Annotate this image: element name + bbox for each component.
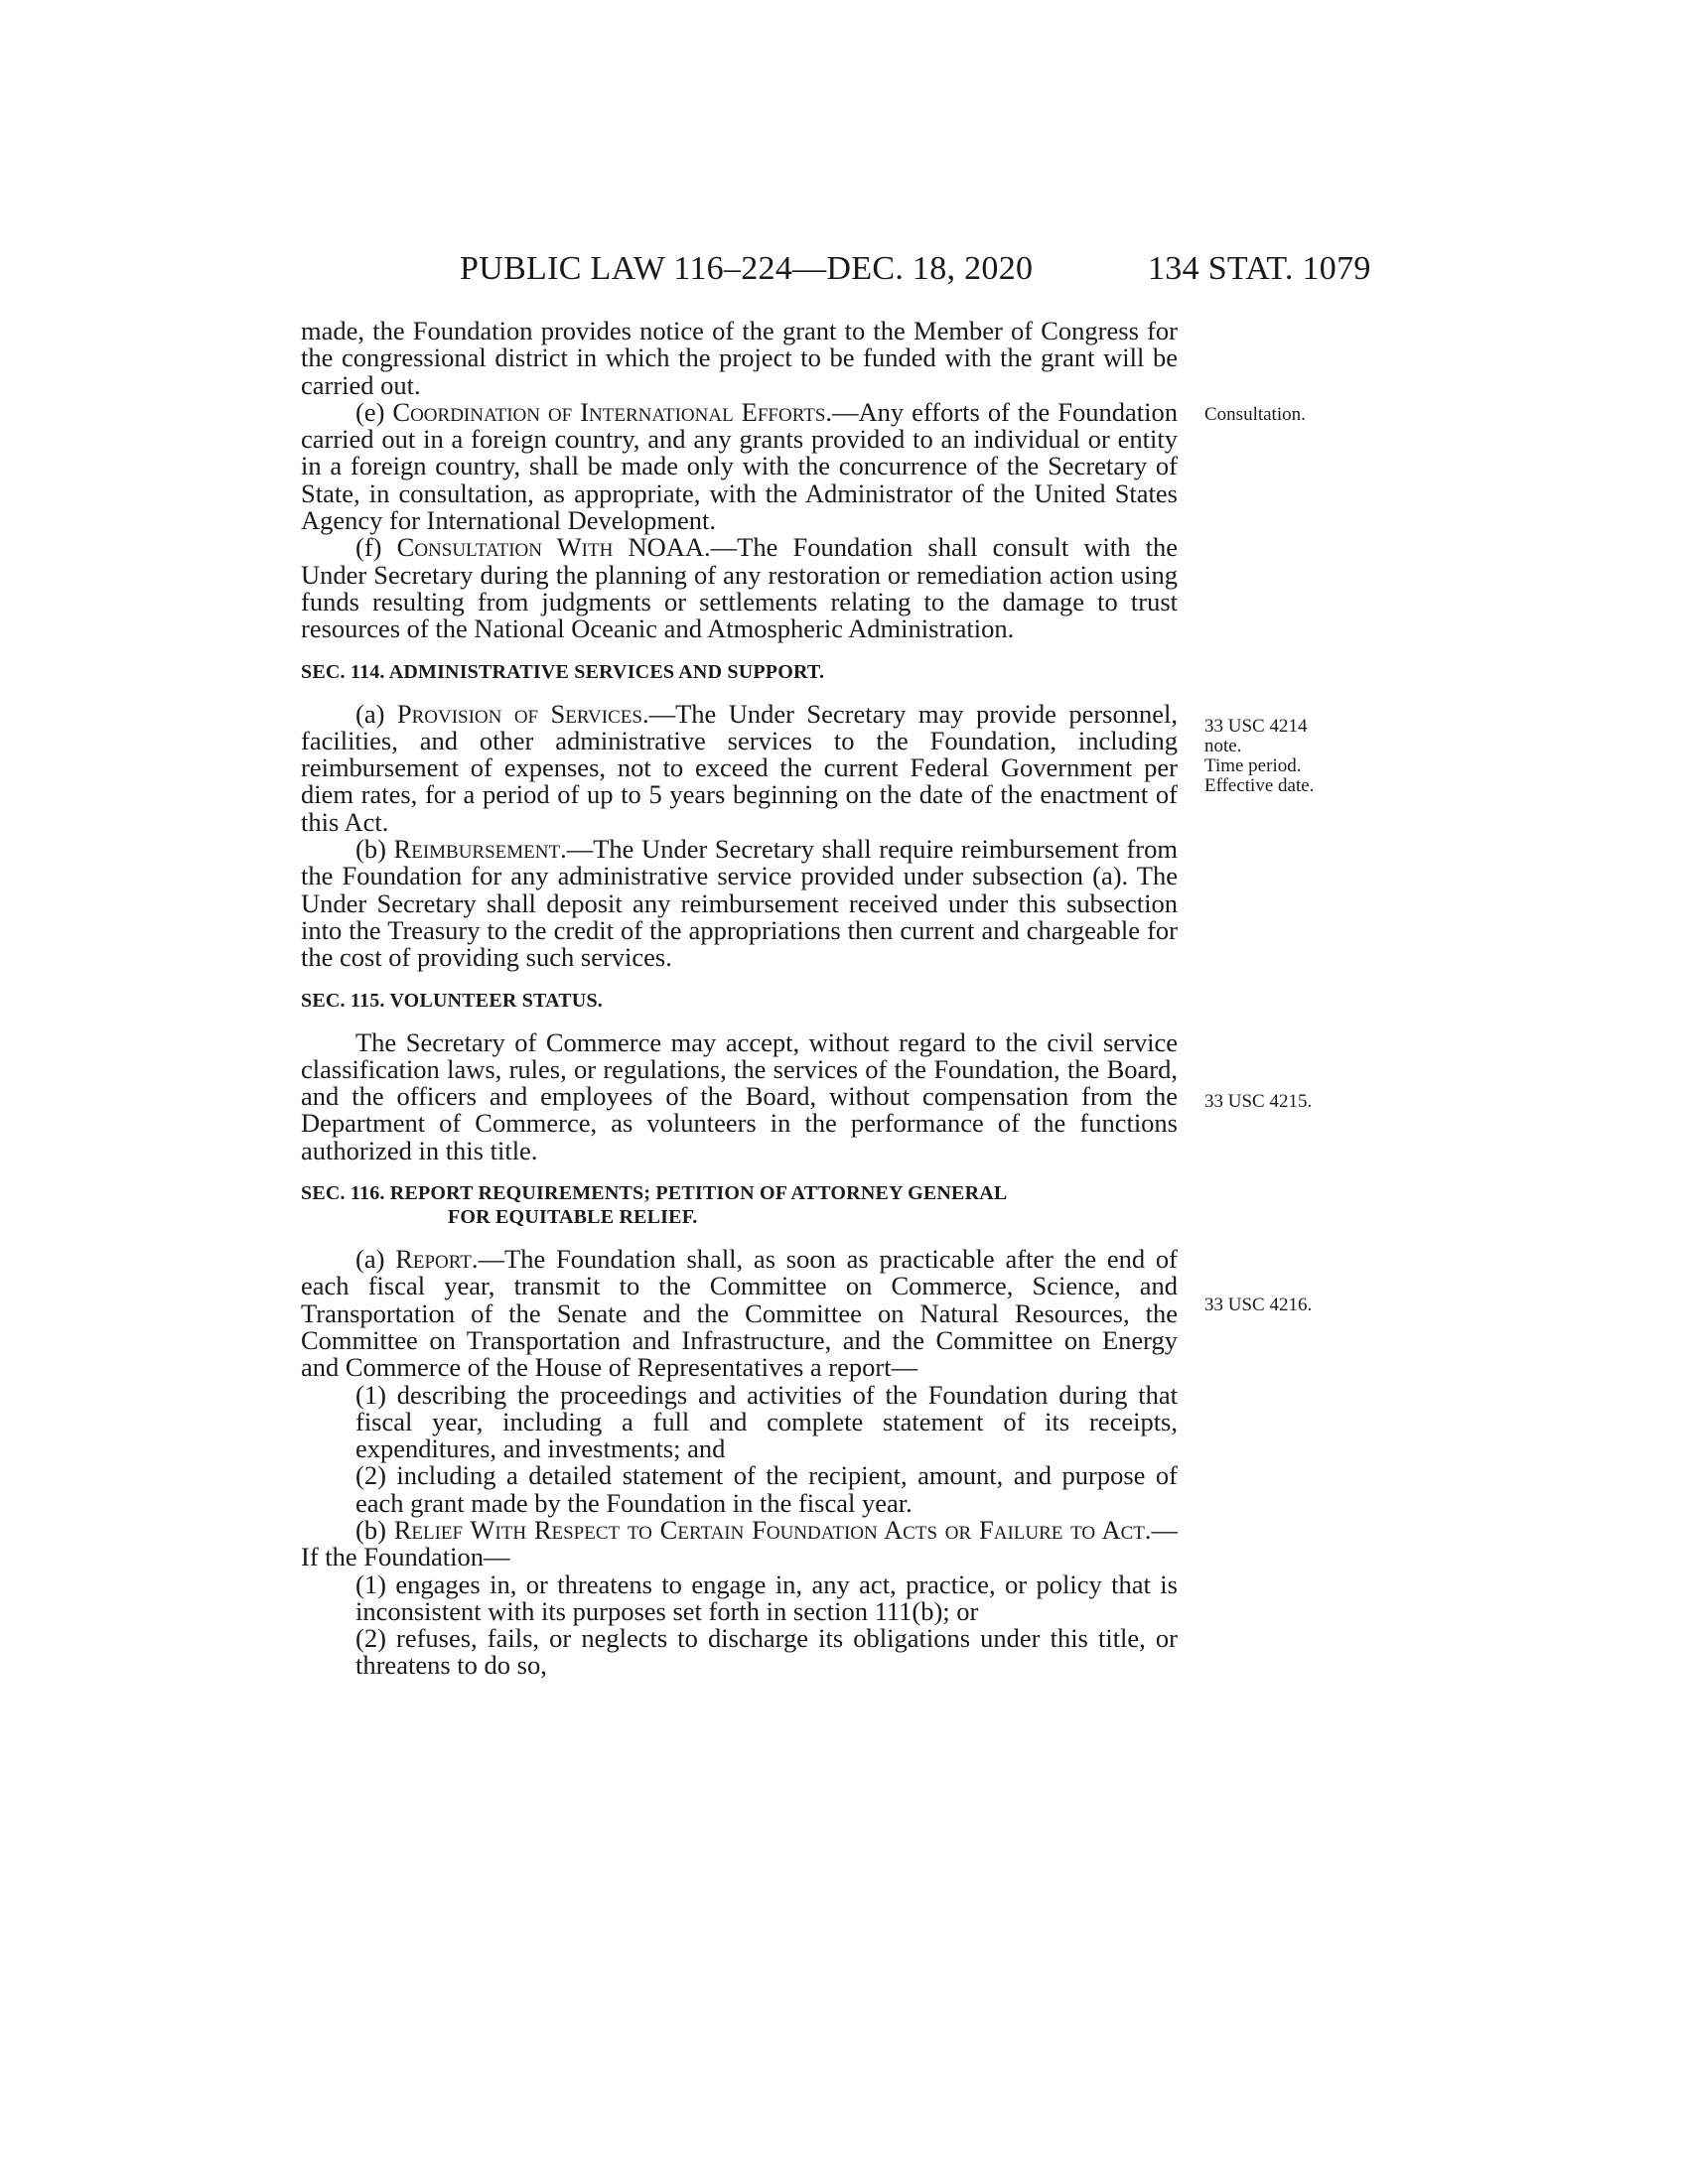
- margin-note-usc-4214: [1204, 717, 1314, 796]
- subsection-116-b: [301, 1514, 1178, 1572]
- margin-note-consultation: Consultation.: [1204, 404, 1306, 425]
- subsection-label: (a): [355, 698, 397, 729]
- subsection-label: (b): [355, 1514, 394, 1545]
- subsection-heading: Report.: [395, 1244, 479, 1275]
- subsection-text: —The Foundation shall, as soon as practicable after the end of each fiscal year, transmit to the Committee on Commerce, Science, and Transportation of the Senate and the Committee on Natural Resources, the Committee on Transportation and Infrastructure, and the Committee on Energy and Commerce of the House of Representatives a report—: [301, 1244, 1178, 1383]
- subsection-text: —The Under Secretary may provide personnel, facilities, and other administrative services to the Foundation, including reimbursement of expenses, not to exceed the current Federal Government per diem rates, for a period of up to 5 years beginning on the date of the enactment of this Act.: [301, 698, 1178, 837]
- margin-note-line: note.: [1204, 736, 1242, 756]
- margin-note-usc-4216: 33 USC 4216.: [1204, 1295, 1313, 1315]
- margin-note-line: 33 USC 4214: [1204, 716, 1308, 737]
- subsection-heading: Reimbursement.: [393, 834, 567, 865]
- subsection-text: —Any efforts of the Foundation carried out in a foreign country, and any grants provided to an individual or entity in a foreign country, shall be made only with the concurrence of the Secretary of State, in consultation, as appropriate, with the Administrator of the United States Agency for International Development.: [301, 396, 1178, 536]
- subsection-heading: Consultation With NOAA.: [396, 532, 711, 563]
- subsection-heading: Provision of Services.: [396, 698, 649, 729]
- subsection-label: (f): [355, 532, 397, 563]
- document-body: [301, 318, 1178, 1680]
- subsection-label: (e): [355, 396, 393, 427]
- subsection-text: —The Foundation shall consult with the Under Secretary during the planning of any restoration or remediation action using funds resulting from judgments or settlements relating to the damage to trust resources of the National Oceanic and Atmospheric Administration.: [301, 532, 1178, 644]
- subsection-116-a: [301, 1246, 1178, 1381]
- subsection-text: —If the Foundation—: [301, 1514, 1178, 1572]
- subsection-label: (a): [355, 1244, 396, 1275]
- section-heading-114: SEC. 114. ADMINISTRATIVE SERVICES AND SUPPORT.: [301, 660, 825, 683]
- subsection-114-a: [301, 698, 1178, 837]
- page-header-law: PUBLIC LAW 116–224—DEC. 18, 2020: [460, 250, 1034, 287]
- margin-note-effective-date: Effective date.: [1204, 775, 1315, 796]
- page-header-stat: 134 STAT. 1079: [1148, 250, 1371, 287]
- subsection-text: —The Under Secretary shall require reimbursement from the Foundation for any administrative service provided under subsection (a). The Under Secretary shall deposit any reimbursement received under this subsection into the Treasury to the credit of the appropriations then current and chargeable for the cost of providing such services.: [301, 834, 1178, 973]
- paragraph-116-a-2: (2) including a detailed statement of the recipient, amount, and purpose of each grant made by the Foundation in the fiscal year.: [355, 1460, 1178, 1518]
- section-heading-line: FOR EQUITABLE RELIEF.: [448, 1206, 698, 1229]
- paragraph-116-b-2: (2) refuses, fails, or neglects to discharge its obligations under this title, or threatens to do so,: [355, 1623, 1178, 1681]
- section-heading-line: SEC. 116. REPORT REQUIREMENTS; PETITION OF ATTORNEY GENERAL: [301, 1182, 1008, 1205]
- paragraph-116-b-1: (1) engages in, or threatens to engage in, any act, practice, or policy that is inconsistent with its purposes set forth in section 111(b); or: [355, 1569, 1178, 1626]
- section-heading-116: [301, 1181, 1178, 1229]
- subsection-heading: Coordination of International Efforts.: [392, 396, 833, 427]
- section-115-text: The Secretary of Commerce may accept, without regard to the civil service classification laws, rules, or regulations, the services of the Foundation, the Board, and the officers and employees of the Board, without compensation from the Department of Commerce, as volunteers in the performance of the functions authorized in this title.: [301, 1026, 1178, 1165]
- subsection-label: (b): [355, 834, 394, 865]
- subsection-114-b: [301, 836, 1178, 971]
- margin-note-time-period: Time period.: [1204, 755, 1302, 776]
- subsection-e: [301, 396, 1178, 536]
- paragraph-116-a-1: (1) describing the proceedings and activities of the Foundation during that fiscal year, including a full and complete statement of its receipts, expenditures, and investments; and: [355, 1379, 1178, 1464]
- paragraph-continuation: made, the Foundation provides notice of the grant to the Member of Congress for the congressional district in which the project to be funded with the grant will be carried out.: [301, 316, 1178, 400]
- subsection-f: [301, 534, 1178, 642]
- section-heading-115: SEC. 115. VOLUNTEER STATUS.: [301, 989, 603, 1012]
- margin-note-usc-4215: 33 USC 4215.: [1204, 1091, 1313, 1112]
- subsection-heading: Relief With Respect to Certain Foundation Acts or Failure to Act.: [393, 1514, 1152, 1545]
